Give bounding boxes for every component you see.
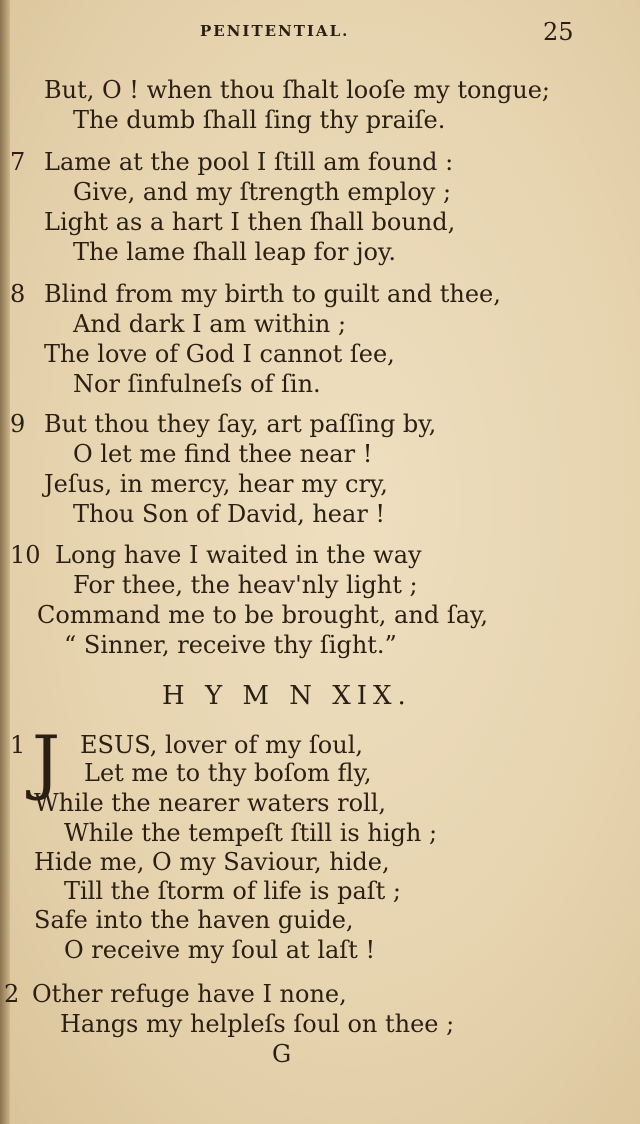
verse-line: The love of God I cannot ſee, [44,340,395,368]
verse-line: Let me to thy boſom fly, [84,759,372,787]
verse-line: Nor ſinfulneſs of ſin. [73,370,321,398]
stanza-number: 2 [4,980,20,1008]
stanza-number: 8 [10,280,26,308]
verse-line: While the nearer waters roll, [34,789,387,817]
verse-line: Lame at the pool I ſtill am found : [44,148,454,176]
signature-mark: G [272,1040,292,1068]
verse-line: But, O ! when thou ſhalt looſe my tongue; [44,76,550,104]
verse-line: While the tempeſt ſtill is high ; [64,819,438,847]
stanza-number: 9 [10,410,26,438]
stanza-number: 1 [10,731,26,759]
verse-line: Light as a hart I then ſhall bound, [44,208,456,236]
verse-line: O receive my ſoul at laſt ! [64,936,376,964]
verse-line: Command me to be brought, and ſay, [37,601,489,629]
verse-line: O let me find thee near ! [73,440,373,468]
verse-line: Safe into the haven guide, [34,906,354,934]
stanza-number: 10 [10,541,41,569]
verse-line: “ Sinner, receive thy ſight.” [64,631,397,659]
verse-line: Long have I waited in the way [55,541,422,569]
verse-line: Hide me, O my Saviour, hide, [34,848,390,876]
verse-line: The lame ſhall leap for joy. [73,238,397,266]
verse-line: Other refuge have I none, [32,980,347,1008]
drop-cap: J [32,721,61,803]
verse-line: But thou they ſay, art paſſing by, [44,410,437,438]
verse-line: Thou Son of David, hear ! [73,500,386,528]
page-gutter [0,0,10,1124]
verse-line: Hangs my helpleſs ſoul on thee ; [60,1010,455,1038]
stanza-number: 7 [10,148,26,176]
verse-line: Till the ſtorm of life is paſt ; [64,877,401,905]
page-number: 25 [543,18,574,46]
verse-line: Jeſus, in mercy, hear my cry, [44,470,388,498]
hymn-title: H Y M N XIX. [162,681,412,711]
verse-line: The dumb ſhall ſing thy praiſe. [73,106,446,134]
verse-line: And dark I am within ; [73,310,347,338]
verse-line: Give, and my ſtrength employ ; [73,178,452,206]
running-title: PENITENTIAL. [200,22,350,40]
verse-line: ESUS, lover of my ſoul, [80,731,364,759]
verse-line: Blind from my birth to guilt and thee, [44,280,501,308]
verse-line: For thee, the heav'nly light ; [73,571,418,599]
